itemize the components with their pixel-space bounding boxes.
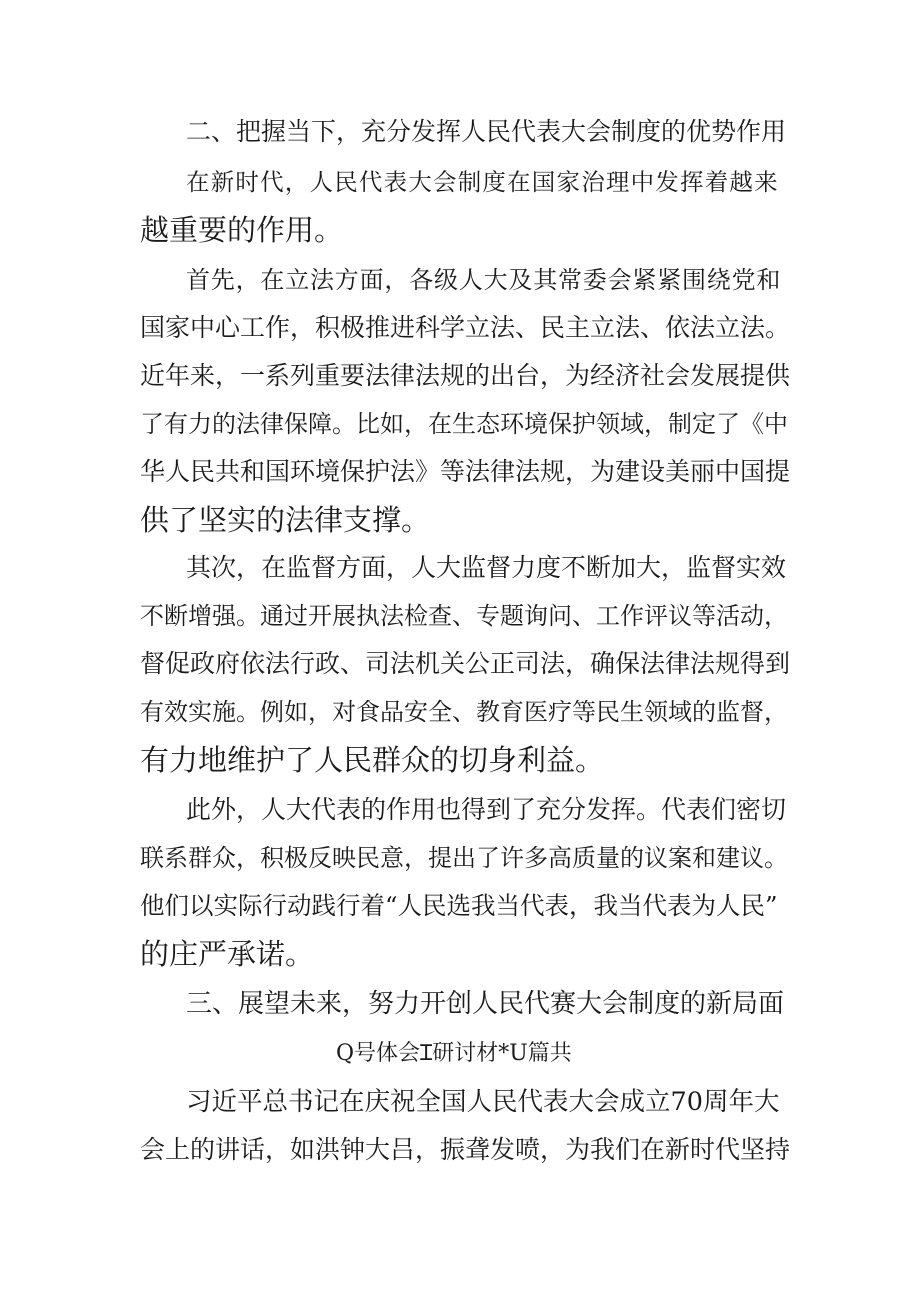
paragraph-line: 供了坚实的法律支撑。 (140, 503, 431, 537)
paragraph-line: 了有力的法律保障。比如，在生态环境保护领域，制定了《中 (140, 410, 788, 438)
paragraph-line: 越重要的作用。 (140, 213, 344, 247)
paragraph-line: 华人民共和国环境保护法》等法律法规，为建设美丽中国提 (140, 457, 791, 486)
paragraph-line: 有力地维护了人民群众的切身利益。 (140, 743, 605, 777)
paragraph-line: 联系群众，积极反映民意，提出了许多高质量的议案和建议。 (140, 844, 788, 872)
paragraph-line: 首先，在立法方面，各级人大及其常委会紧紧围绕党和 (186, 266, 782, 294)
paragraph-line: 有效实施。例如，对食品安全、教育医疗等民生领域的监督， (140, 698, 788, 726)
section-heading-2: 二、把握当下，充分发挥人民代表大会制度的优势作用 (186, 117, 787, 146)
paragraph-line: 不断增强。通过开展执法检查、专题询问、工作评议等活动， (140, 602, 788, 630)
paragraph-line: 习近平总书记在庆祝全国人民代表大会成立70周年大 (186, 1087, 780, 1117)
paragraph-line: 此外，人大代表的作用也得到了充分发挥。代表们密切 (186, 795, 787, 824)
paragraph-line: 近年来，一系列重要法律法规的出台，为经济社会发展提供 (140, 361, 791, 390)
paragraph-line: 在新时代，人民代表大会制度在国家治理中发挥着越来 (186, 168, 779, 196)
paragraph-line: 他们以实际行动践行着“人民选我当代表，我当代表为人民” (140, 891, 778, 920)
paragraph-line: 国家中心工作，积极推进科学立法、民主立法、依法立法。 (140, 313, 791, 342)
paragraph-line: 其次，在监督方面，人大监督力度不断加大，监督实效 (186, 553, 787, 582)
section-heading-3: 三、展望未来，努力开创人民代赛大会制度的新局面 (186, 989, 785, 1019)
subtitle-line: Q号体会Ɪ研讨材*U篇共 (336, 1041, 572, 1066)
paragraph-line: 督促政府依法行政、司法机关公正司法，确保法律法规得到 (140, 649, 791, 678)
paragraph-line: 的庄严承诺。 (140, 937, 315, 971)
paragraph-line: 会上的讲话，如洪钟大吕，振聋发喷，为我们在新时代坚持 (140, 1135, 791, 1164)
